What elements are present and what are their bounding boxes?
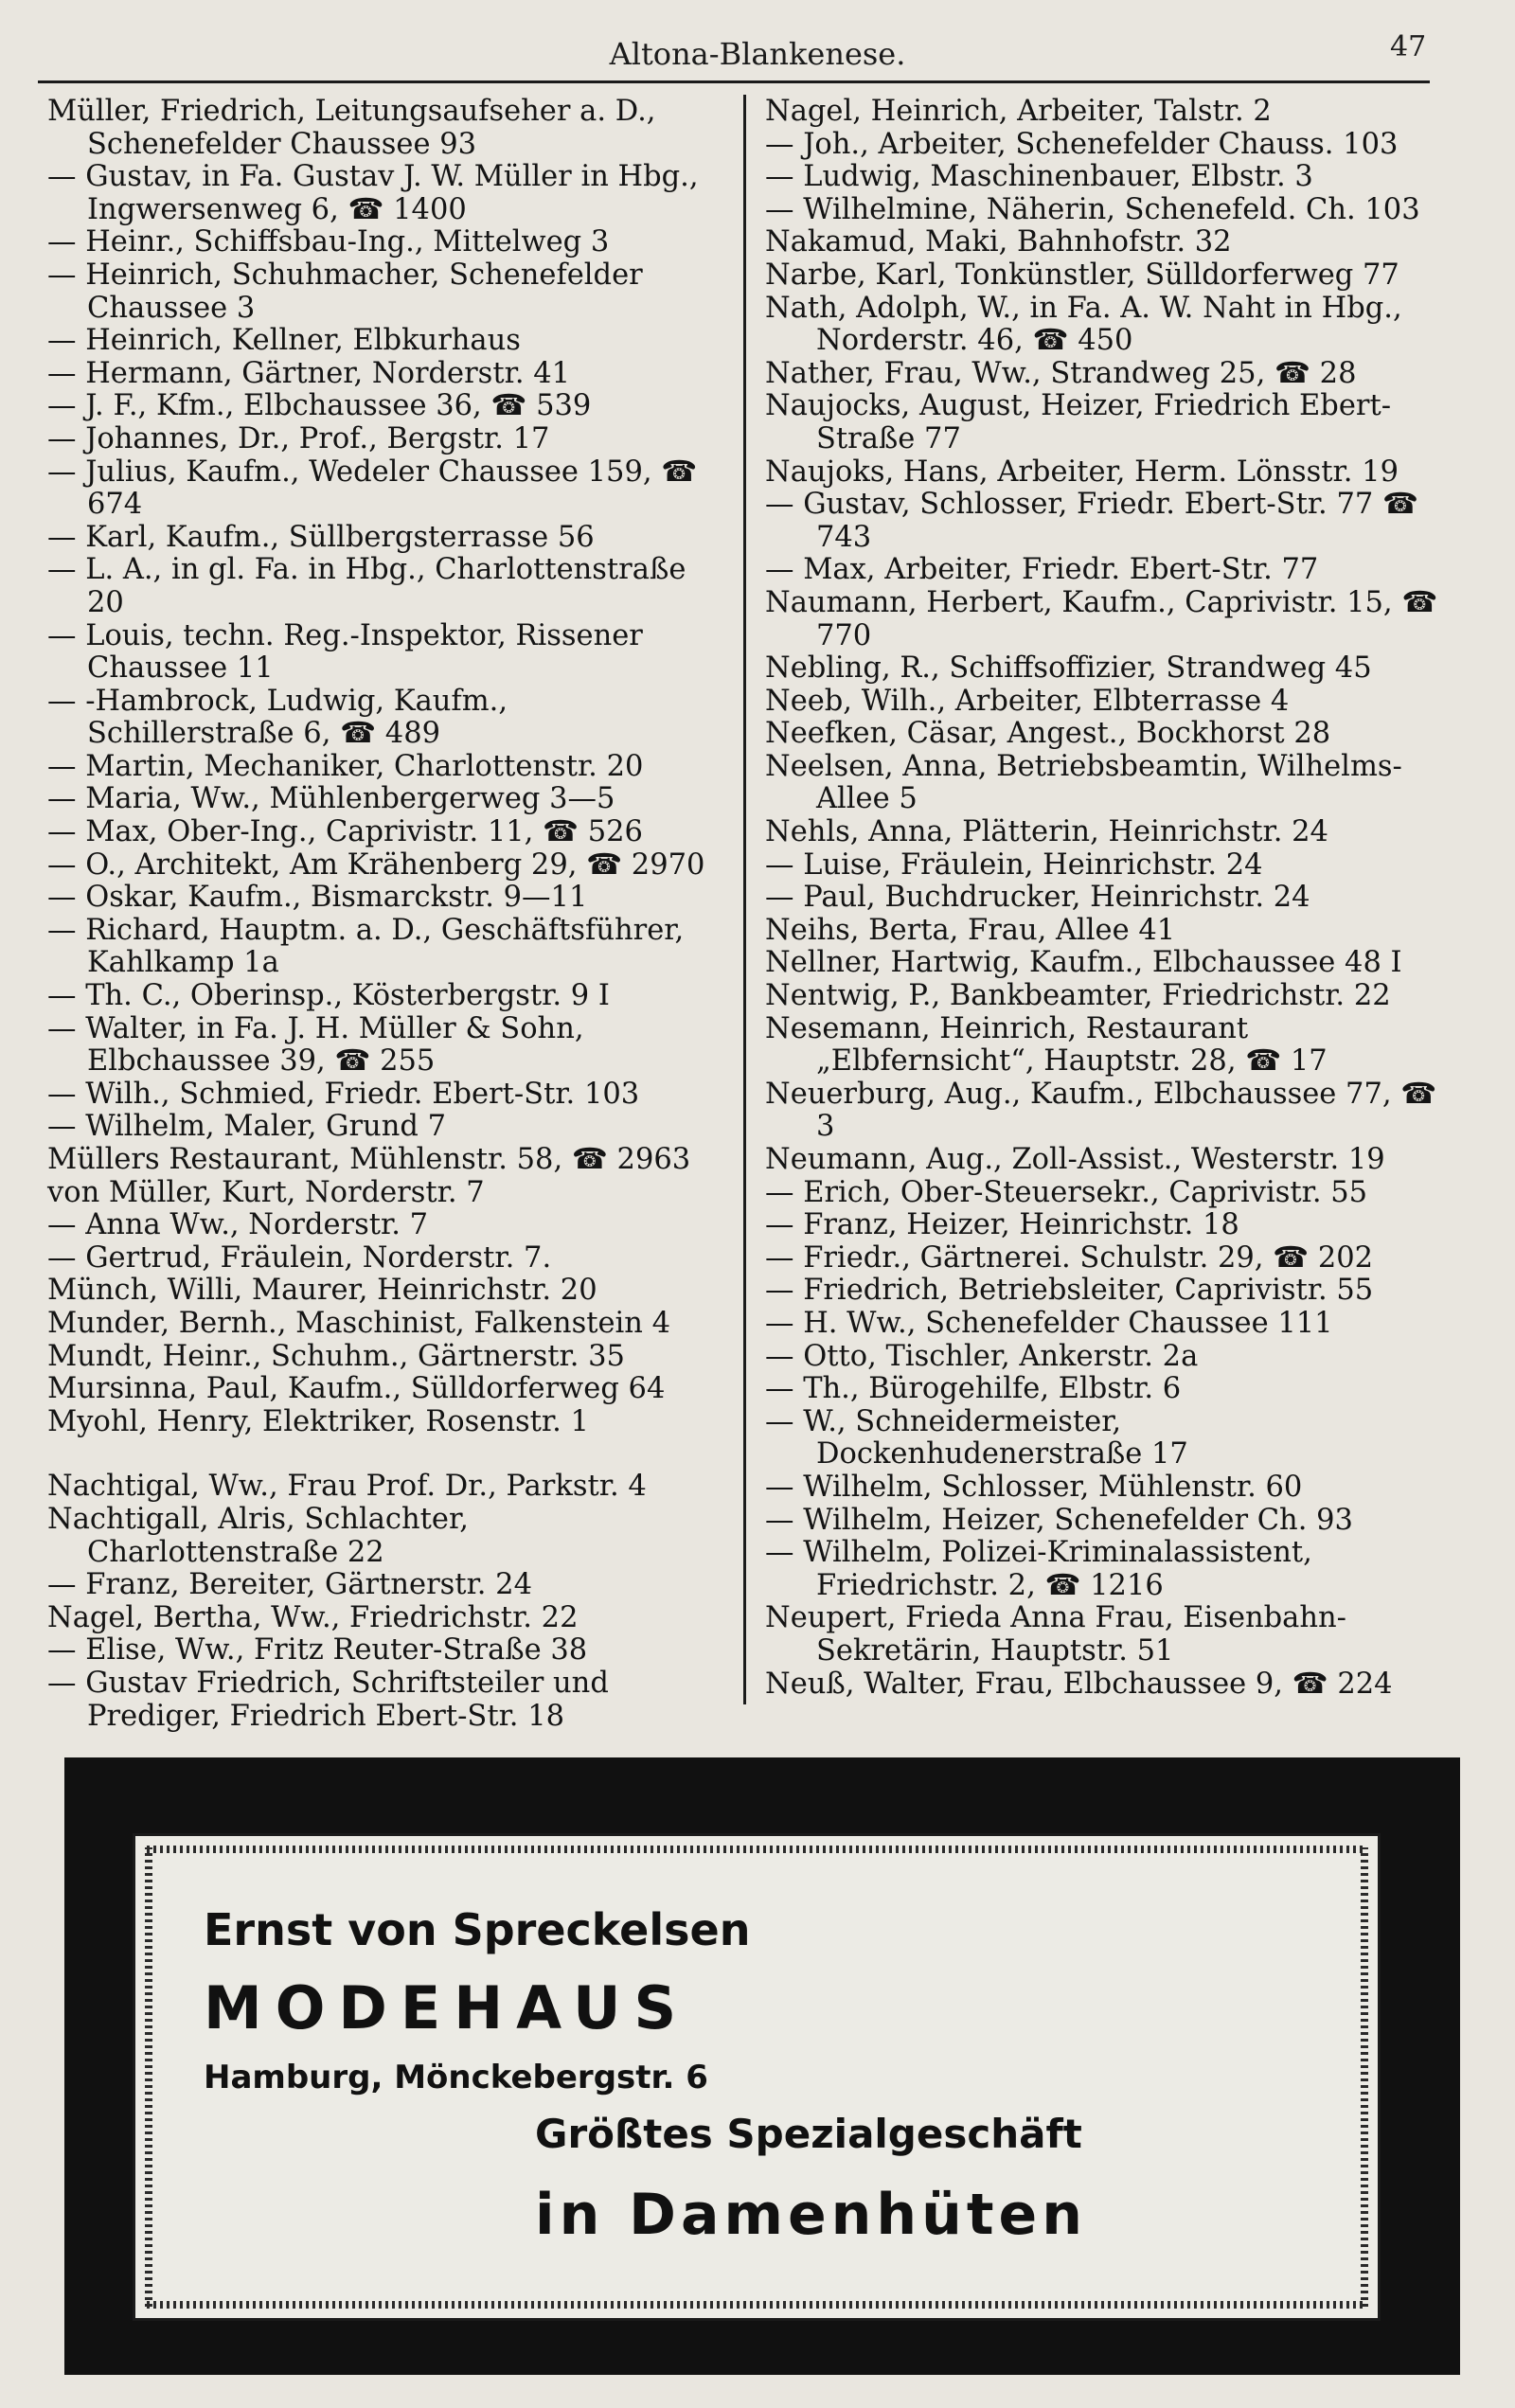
directory-entry: — Gustav, Schlosser, Friedr. Ebert-Str. 77 ☎ 743 [765, 488, 1418, 554]
directory-entry: Müller, Friedrich, Leitungsaufseher a. D., Schenefelder Chaussee 93 [47, 95, 656, 161]
directory-entry: Mursinna, Paul, Kaufm., Sülldorferweg 64 [47, 1372, 666, 1406]
directory-entry: — Elise, Ww., Fritz Reuter-Straße 38 [47, 1633, 588, 1668]
directory-entry: — Hermann, Gärtner, Norderstr. 41 [47, 356, 571, 390]
directory-entry: — Wilhelm, Polizei-Kriminalassistent, Friedrichstr. 2, ☎ 1216 [765, 1536, 1312, 1602]
dotted-border-left [145, 1847, 152, 2307]
directory-entry: — Louis, techn. Reg.-Inspektor, Rissener Chaussee 11 [47, 618, 643, 686]
left-column [47, 96, 722, 1733]
directory-entry: — O., Architekt, Am Krähenberg 29, ☎ 2970 [47, 847, 705, 882]
dotted-border-top [147, 1846, 1366, 1853]
directory-entry: — Heinr., Schiffsbau-Ing., Mittelweg 3 [47, 225, 610, 259]
directory-entry: Münch, Willi, Maurer, Heinrichstr. 20 [47, 1274, 597, 1308]
directory-entry: — W., Schneidermeister, Dockenhudenerstraße 17 [765, 1404, 1188, 1472]
directory-entry: Nakamud, Maki, Bahnhofstr. 32 [765, 225, 1232, 259]
ad-tagline: Größtes Spezialgeschäft [535, 2111, 1082, 2157]
directory-entry: — Max, Arbeiter, Friedr. Ebert-Str. 77 [765, 553, 1319, 587]
directory-entry: Neelsen, Anna, Betriebsbeamtin, Wilhelms-Allee 5 [765, 749, 1402, 816]
directory-entry: von Müller, Kurt, Norderstr. 7 [47, 1175, 485, 1209]
directory-entry: — Gustav, in Fa. Gustav J. W. Müller in Hbg., Ingwersenweg 6, ☎ 1400 [47, 160, 699, 226]
column-divider [743, 95, 746, 1704]
directory-entry: Neefken, Cäsar, Angest., Bockhorst 28 [765, 717, 1331, 751]
directory-entry: — Franz, Heizer, Heinrichstr. 18 [765, 1208, 1239, 1242]
directory-entry: Nellner, Hartwig, Kaufm., Elbchaussee 48 I [765, 946, 1402, 980]
directory-entry: — Wilhelm, Maler, Grund 7 [47, 1110, 446, 1144]
directory-entry: — Maria, Ww., Mühlenbergerweg 3—5 [47, 782, 615, 816]
directory-entry: Nachtigall, Alris, Schlachter, Charlottenstraße 22 [47, 1502, 469, 1569]
directory-entry: — Karl, Kaufm., Süllbergsterrasse 56 [47, 520, 595, 554]
directory-entry: Müllers Restaurant, Mühlenstr. 58, ☎ 2963 [47, 1143, 691, 1176]
directory-entry: Narbe, Karl, Tonkünstler, Sülldorferweg 77 [765, 258, 1399, 292]
directory-entry: — Martin, Mechaniker, Charlottenstr. 20 [47, 749, 644, 783]
ad-company-name: Ernst von Spreckelsen [204, 1904, 751, 1955]
directory-entry: — Ludwig, Maschinenbauer, Elbstr. 3 [765, 160, 1313, 194]
directory-entry: — Joh., Arbeiter, Schenefelder Chauss. 103 [765, 127, 1399, 161]
dotted-border-bottom [147, 2301, 1366, 2309]
directory-entry: Neeb, Wilh., Arbeiter, Elbterrasse 4 [765, 684, 1290, 718]
directory-entry: Naujocks, August, Heizer, Friedrich Ebert-Straße 77 [765, 389, 1392, 455]
directory-entry: — Gustav Friedrich, Schriftsteiler und Prediger, Friedrich Ebert-Str. 18 [47, 1666, 609, 1733]
directory-entry: — Heinrich, Schuhmacher, Schenefelder Chaussee 3 [47, 258, 643, 325]
advertisement-frame [64, 1757, 1460, 2375]
directory-entry: — Wilhelm, Schlosser, Mühlenstr. 60 [765, 1470, 1303, 1504]
header-rule [38, 80, 1430, 83]
directory-entry: — Wilhelm, Heizer, Schenefelder Ch. 93 [765, 1503, 1353, 1537]
directory-entry: Nagel, Heinrich, Arbeiter, Talstr. 2 [765, 95, 1272, 128]
directory-entry: Mundt, Heinr., Schuhm., Gärtnerstr. 35 [47, 1339, 625, 1373]
directory-entry: Neupert, Frieda Anna Frau, Eisenbahn-Sekretärin, Hauptstr. 51 [765, 1601, 1346, 1668]
directory-entry: Neumann, Aug., Zoll-Assist., Westerstr. 19 [765, 1143, 1385, 1176]
section-gap [47, 1438, 722, 1471]
ad-address: Hamburg, Mönckebergstr. 6 [204, 2059, 708, 2096]
directory-entry: Nehls, Anna, Plätterin, Heinrichstr. 24 [765, 815, 1328, 849]
directory-entry: — Oskar, Kaufm., Bismarckstr. 9—11 [47, 881, 588, 915]
directory-entry: Munder, Bernh., Maschinist, Falkenstein 4 [47, 1306, 671, 1340]
directory-entry: — Gertrud, Fräulein, Norderstr. 7. [47, 1240, 552, 1275]
directory-entry: — Max, Ober-Ing., Caprivistr. 11, ☎ 526 [47, 815, 643, 849]
ad-tagline-specialty: in Damenhüten [535, 2182, 1087, 2248]
directory-entry: — L. A., in gl. Fa. in Hbg., Charlottenstraße 20 [47, 553, 686, 619]
directory-entry: Nentwig, P., Bankbeamter, Friedrichstr. 22 [765, 979, 1391, 1013]
directory-entry: Nachtigal, Ww., Frau Prof. Dr., Parkstr. 4 [47, 1470, 647, 1504]
directory-entry: Nather, Frau, Ww., Strandweg 25, ☎ 28 [765, 356, 1357, 390]
directory-entry: — Friedrich, Betriebsleiter, Caprivistr. 55 [765, 1274, 1374, 1308]
advertisement [133, 1833, 1381, 2321]
directory-entry: — Franz, Bereiter, Gärtnerstr. 24 [47, 1568, 532, 1602]
dotted-border-right [1361, 1847, 1368, 2307]
directory-entry: — Erich, Ober-Steuersekr., Caprivistr. 55 [765, 1175, 1368, 1209]
page-number: 47 [1390, 30, 1427, 63]
directory-entry: Nesemann, Heinrich, Restaurant „Elbfernsicht“, Hauptstr. 28, ☎ 17 [765, 1011, 1328, 1079]
directory-entry: — -Hambrock, Ludwig, Kaufm., Schillerstraße 6, ☎ 489 [47, 684, 508, 751]
directory-entry: — Johannes, Dr., Prof., Bergstr. 17 [47, 421, 550, 455]
directory-entry: — Friedr., Gärtnerei. Schulstr. 29, ☎ 202 [765, 1240, 1374, 1275]
directory-entry: Neuß, Walter, Frau, Elbchaussee 9, ☎ 224 [765, 1667, 1393, 1701]
directory-entry: — J. F., Kfm., Elbchaussee 36, ☎ 539 [47, 389, 592, 423]
directory-entry: — Heinrich, Kellner, Elbkurhaus [47, 324, 521, 358]
directory-entry: — Wilh., Schmied, Friedr. Ebert-Str. 103 [47, 1077, 640, 1111]
directory-entry: Nagel, Bertha, Ww., Friedrichstr. 22 [47, 1600, 579, 1634]
page-title: Altona-Blankenese. [609, 36, 906, 72]
directory-entry: — Wilhelmine, Näherin, Schenefeld. Ch. 103 [765, 192, 1420, 226]
directory-entry: Naujoks, Hans, Arbeiter, Herm. Lönsstr. 19 [765, 455, 1399, 489]
directory-entry: Nebling, R., Schiffsoffizier, Strandweg 45 [765, 651, 1372, 686]
ad-brand: MODEHAUS [204, 1973, 690, 2042]
directory-entry: — Paul, Buchdrucker, Heinrichstr. 24 [765, 881, 1310, 915]
directory-entry: Naumann, Herbert, Kaufm., Caprivistr. 15, ☎ 770 [765, 585, 1438, 652]
directory-entry: — Julius, Kaufm., Wedeler Chaussee 159, ☎ 674 [47, 455, 698, 522]
directory-entry: Neuerburg, Aug., Kaufm., Elbchaussee 77, ☎ 3 [765, 1077, 1437, 1144]
directory-entry: Neihs, Berta, Frau, Allee 41 [765, 913, 1176, 947]
directory-entry: — Luise, Fräulein, Heinrichstr. 24 [765, 847, 1263, 882]
directory-entry: — Richard, Hauptm. a. D., Geschäftsführer, Kahlkamp 1a [47, 913, 685, 980]
directory-entry: Myohl, Henry, Elektriker, Rosenstr. 1 [47, 1404, 589, 1438]
directory-entry: — Anna Ww., Norderstr. 7 [47, 1208, 429, 1242]
directory-entry: — Th. C., Oberinsp., Kösterbergstr. 9 I [47, 979, 610, 1013]
right-column [765, 96, 1447, 1701]
directory-entry: Nath, Adolph, W., in Fa. A. W. Naht in Hbg., Norderstr. 46, ☎ 450 [765, 291, 1402, 358]
directory-entry: — Th., Bürogehilfe, Elbstr. 6 [765, 1372, 1182, 1406]
directory-entry: — Otto, Tischler, Ankerstr. 2a [765, 1339, 1199, 1373]
directory-entry: — Walter, in Fa. J. H. Müller & Sohn, Elbchaussee 39, ☎ 255 [47, 1011, 584, 1079]
directory-entry: — H. Ww., Schenefelder Chaussee 111 [765, 1306, 1333, 1340]
